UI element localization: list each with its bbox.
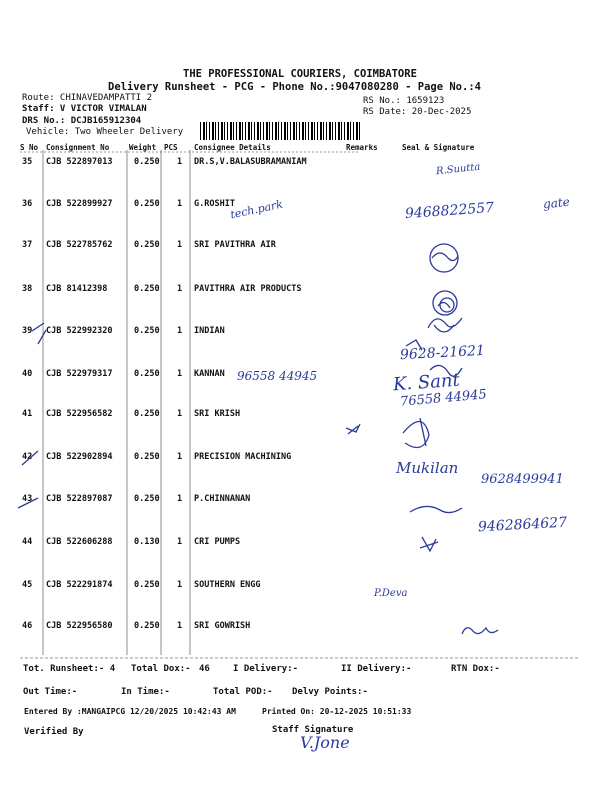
row-pcs: 1 <box>177 157 183 167</box>
row-weight: 0.250 <box>134 452 160 462</box>
route: Route: CHINAVEDAMPATTI 2 <box>22 93 153 103</box>
row-consignee: CRI PUMPS <box>194 537 241 547</box>
row-consignee: DR.S,V.BALASUBRAMANIAM <box>194 157 307 167</box>
row-weight: 0.250 <box>134 621 160 631</box>
seal-scribble <box>434 325 454 332</box>
verified-by: Verified By <box>24 727 84 737</box>
row-sno: 44 <box>22 537 33 547</box>
row-consignee: P.CHINNANAN <box>194 494 251 504</box>
row-weight: 0.250 <box>134 240 160 250</box>
row-sno: 38 <box>22 284 33 294</box>
row-consignment: CJB 522992320 <box>46 326 113 336</box>
row-weight: 0.250 <box>134 580 160 590</box>
row-pcs: 1 <box>177 326 183 336</box>
col-seal-signature: Seal & Signature <box>402 143 475 152</box>
handwritten-note: gate <box>542 194 571 212</box>
row-consignee: PAVITHRA AIR PRODUCTS <box>194 284 302 294</box>
row-sno: 39 <box>22 326 33 336</box>
handwritten-phone: 9628-21621 <box>399 342 486 364</box>
printed-on: Printed On: 20-12-2025 10:51:33 <box>262 707 412 716</box>
row-consignee: KANNAN <box>194 369 225 379</box>
handwritten-phone: 76558 44945 <box>399 387 488 410</box>
ii-delivery: II Delivery:- <box>341 664 412 674</box>
signature-scribble <box>410 506 462 512</box>
row-weight: 0.250 <box>134 409 160 419</box>
staff-signature-label: Staff Signature <box>272 725 354 735</box>
row-consignee: SRI PAVITHRA AIR <box>194 240 276 250</box>
row-consignment: CJB 522897087 <box>46 494 113 504</box>
out-time: Out Time:- <box>23 687 78 697</box>
in-time: In Time:- <box>121 687 170 697</box>
row-pcs: 1 <box>177 409 183 419</box>
vehicle: Vehicle: Two Wheeler Delivery <box>26 127 184 137</box>
rs-date: RS Date: 20-Dec-2025 <box>363 107 472 117</box>
row-pcs: 1 <box>177 537 183 547</box>
col-pcs: PCS <box>164 143 178 152</box>
row-consignment: CJB 522956580 <box>46 621 113 631</box>
col-weight: Weight <box>129 143 157 152</box>
handwritten-phone: 9462864627 <box>477 514 568 536</box>
handwritten-signature: K. Sant <box>392 369 461 396</box>
row-sno: 45 <box>22 580 33 590</box>
signature-scribble <box>430 365 462 376</box>
row-pcs: 1 <box>177 494 183 504</box>
row-weight: 0.250 <box>134 494 160 504</box>
drs-number: DRS No.: DCJB165912304 <box>22 116 142 126</box>
handwritten-signature: Mukilan <box>396 459 459 477</box>
sno-tick <box>18 498 38 508</box>
total-dox-label: Total Dox:- <box>131 664 191 674</box>
seal-scribble <box>432 253 458 261</box>
row-pcs: 1 <box>177 369 183 379</box>
seal-stamp <box>430 244 458 272</box>
entered-by: Entered By :MANGAIPCG 12/20/2025 10:42:43 AM <box>24 707 236 716</box>
handwritten-phone: 96558 44945 <box>237 369 318 383</box>
delvy-points: Delvy Points:- <box>292 687 368 697</box>
staff-signature: V.Jone <box>300 733 350 752</box>
row-consignee: INDIAN <box>194 326 225 336</box>
row-pcs: 1 <box>177 452 183 462</box>
row-sno: 35 <box>22 157 33 167</box>
col-sno: S No <box>20 143 39 152</box>
row-sno: 36 <box>22 199 33 209</box>
i-delivery: I Delivery:- <box>233 664 299 674</box>
seal-scribble <box>428 318 462 328</box>
sno-tick <box>22 451 38 465</box>
rtn-dox: RTN Dox:- <box>451 664 500 674</box>
row-weight: 0.250 <box>134 199 160 209</box>
row-weight: 0.130 <box>134 537 160 547</box>
row-consignment: CJB 522291874 <box>46 580 113 590</box>
handwritten-note: tech.park <box>229 197 284 222</box>
row-weight: 0.250 <box>134 157 160 167</box>
row-sno: 46 <box>22 621 33 631</box>
row-weight: 0.250 <box>134 326 160 336</box>
row-sno: 43 <box>22 494 33 504</box>
row-sno: 37 <box>22 240 33 250</box>
row-consignment: CJB 522897013 <box>46 157 113 167</box>
row-consignment: CJB 522606288 <box>46 537 113 547</box>
signature-scribble <box>462 628 498 634</box>
signature-scribble <box>406 340 422 350</box>
total-pod: Total POD:- <box>213 687 273 697</box>
row-pcs: 1 <box>177 240 183 250</box>
row-sno: 41 <box>22 409 33 419</box>
staff: Staff: V VICTOR VIMALAN <box>22 104 147 114</box>
row-consignee: SRI GOWRISH <box>194 621 251 631</box>
col-consignment: Consignment No <box>46 143 110 152</box>
row-weight: 0.250 <box>134 284 160 294</box>
rs-number: RS No.: 1659123 <box>363 96 445 106</box>
handwritten-phone: 9628499941 <box>481 472 564 487</box>
row-pcs: 1 <box>177 621 183 631</box>
row-consignment: CJB 522979317 <box>46 369 113 379</box>
col-remarks: Remarks <box>346 143 378 152</box>
row-consignment: CJB 522899927 <box>46 199 113 209</box>
total-dox-value: 46 <box>199 664 210 674</box>
row-consignee: PRECISION MACHINING <box>194 452 292 462</box>
handwritten-phone: 9468822557 <box>404 199 495 223</box>
runsheet-title: Delivery Runsheet - PCG - Phone No.:9047080280 - Page No.:4 <box>108 81 481 93</box>
row-consignment: CJB 522902894 <box>46 452 113 462</box>
row-consignment: CJB 81412398 <box>46 284 108 294</box>
sno-tick <box>32 323 46 344</box>
row-sno: 42 <box>22 452 33 462</box>
col-consignee: Consignee Details <box>194 143 271 152</box>
row-sno: 40 <box>22 369 33 379</box>
row-consignment: CJB 522956582 <box>46 409 113 419</box>
row-pcs: 1 <box>177 580 183 590</box>
row-consignment: CJB 522785762 <box>46 240 113 250</box>
remarks-scribble <box>346 424 360 434</box>
handwritten-signature: R.Suutta <box>435 161 481 178</box>
company-name: THE PROFESSIONAL COURIERS, COIMBATORE <box>183 68 417 80</box>
row-consignee: SOUTHERN ENGG <box>194 580 261 590</box>
row-weight: 0.250 <box>134 369 160 379</box>
tot-runsheet: Tot. Runsheet:- 4 <box>23 664 116 674</box>
row-consignee: SRI KRISH <box>194 409 241 419</box>
row-pcs: 1 <box>177 199 183 209</box>
signature-scribble <box>420 537 438 551</box>
handwritten-signature: P.Deva <box>374 588 408 599</box>
row-consignee: G.ROSHIT <box>194 199 235 209</box>
row-pcs: 1 <box>177 284 183 294</box>
